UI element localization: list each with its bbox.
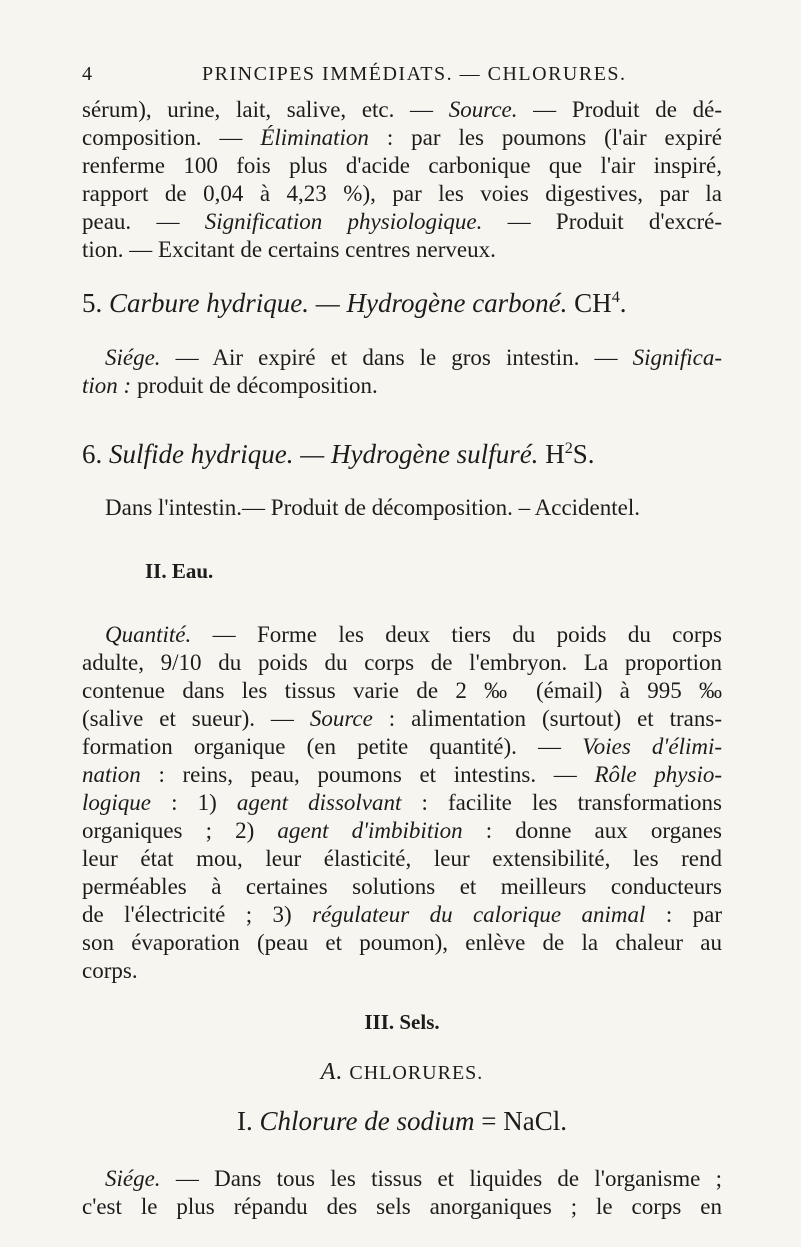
text-line: rapport de 0,04 à 4,23 %), par les voies digestives, par la xyxy=(82,181,722,206)
text-line: tion : produit de décomposition. xyxy=(82,373,378,398)
subsection-heading-chlorures: A. CHLORURES. xyxy=(320,1059,484,1085)
text-line: corps. xyxy=(82,958,138,983)
section-heading-5: 5. Carbure hydrique. — Hydrogène carboné. $CH^4$. xyxy=(82,288,627,318)
text-line: perméables à certaines solutions et meilleurs conducteurs xyxy=(82,874,722,899)
text-line: composition. — Élimination : par les poumons (l'air expiré xyxy=(82,125,722,150)
text-line: nation : reins, peau, poumons et intestins. — Rôle physio- xyxy=(82,762,722,787)
text-line: Siége. — Dans tous les tissus et liquides de l'organisme ; xyxy=(105,1166,722,1191)
text-line: Siége. — Air expiré et dans le gros intestin. — Significa- xyxy=(105,345,722,370)
text-line: c'est le plus répandu des sels anorganiques ; le corps en xyxy=(82,1194,722,1219)
text-line: organiques ; 2) agent d'imbibition : donne aux organes xyxy=(82,818,722,843)
text-line: son évaporation (peau et poumon), enlève de la chaleur au xyxy=(82,930,722,955)
text-line: contenue dans les tissus varie de 2 ‰ (émail) à 995 ‰ xyxy=(82,678,722,703)
text-line: sérum), urine, lait, salive, etc. — Source. — Produit de dé- xyxy=(82,97,722,122)
page-number: 4 xyxy=(82,63,92,85)
section-heading-sels: III. Sels. xyxy=(364,1010,440,1034)
text-line: (salive et sueur). — Source : alimentation (surtout) et trans- xyxy=(82,706,722,731)
text-line: renferme 100 fois plus d'acide carbonique que l'air inspiré, xyxy=(82,153,722,178)
section-heading-nacl: I. Chlorure de sodium = NaCl. xyxy=(237,1106,567,1136)
text-line: formation organique (en petite quantité). — Voies d'élimi- xyxy=(82,734,723,759)
text-line: peau. — Signification physiologique. — Produit d'excré- xyxy=(82,209,723,234)
section-heading-6: 6. Sulfide hydrique. — Hydrogène sulfuré. $H^2S$. xyxy=(82,439,595,469)
text-line: leur état mou, leur élasticité, leur extensibilité, les rend xyxy=(82,846,722,871)
text-line: adulte, 9/10 du poids du corps de l'embryon. La proportion xyxy=(82,650,722,675)
text-line: Quantité. — Forme les deux tiers du poids du corps xyxy=(105,622,722,647)
text-line: de l'électricité ; 3) régulateur du calorique animal : par xyxy=(82,902,722,927)
text-line: logique : 1) agent dissolvant : facilite les transformations xyxy=(82,790,722,815)
running-title: PRINCIPES IMMÉDIATS. — CHLORURES. xyxy=(202,63,627,85)
text-line: tion. — Excitant de certains centres nerveux. xyxy=(82,237,496,262)
section-heading-eau: II. Eau. xyxy=(145,559,214,583)
text-line: Dans l'intestin.— Produit de décomposition. – Accidentel. xyxy=(105,495,640,520)
